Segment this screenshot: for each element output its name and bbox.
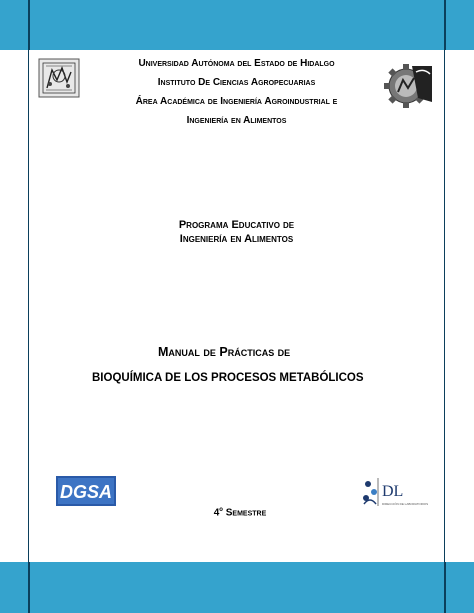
band-line-right (444, 0, 446, 50)
semester-label (200, 507, 280, 518)
dl-logo (360, 474, 429, 508)
svg-text:DL: DL (382, 483, 404, 500)
svg-text:DGSA: DGSA (59, 482, 113, 502)
institute-name: Instituto De Ciencias Agropecuarias (157, 77, 316, 88)
top-band (0, 0, 474, 50)
academic-area-line2: Ingeniería en Alimentos (186, 115, 287, 126)
semester-word: Semestre (225, 507, 267, 519)
bottom-band (0, 562, 474, 613)
band-line-right (444, 562, 446, 613)
band-line-left (28, 562, 30, 613)
semester-ordinal: o (219, 507, 223, 513)
university-name: Universidad Autónoma del Estado de Hidalgo (138, 58, 335, 69)
academic-area-line1: Área Académica de Ingeniería Agroindustrial e (135, 96, 338, 107)
program-line2: Ingeniería en Alimentos (179, 233, 294, 245)
manual-title-line1: Manual de Prácticas de (158, 345, 291, 359)
band-line-left (28, 0, 30, 50)
manual-title-line2: BIOQUÍMICA DE LOS PROCESOS METABÓLICOS (92, 372, 364, 384)
semester-number: 4 (213, 507, 220, 519)
program-line1: Programa Educativo de (178, 219, 295, 231)
svg-text:DIRECCIÓN DE LABORATORIOS: DIRECCIÓN DE LABORATORIOS (382, 502, 429, 506)
dgsa-logo (56, 476, 116, 506)
